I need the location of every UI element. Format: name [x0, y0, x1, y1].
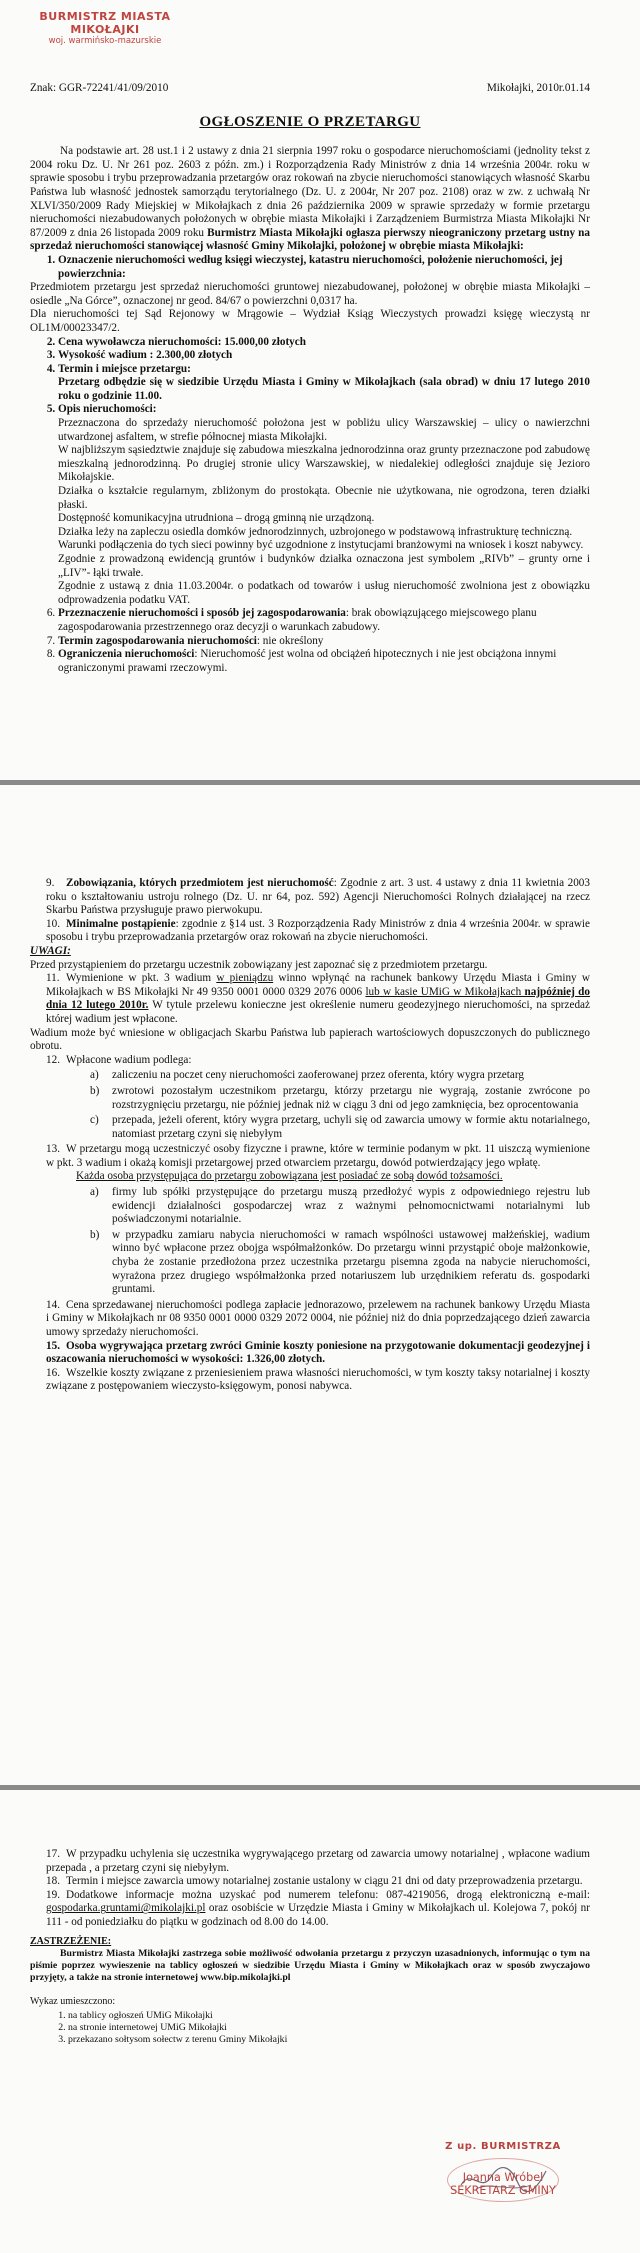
section-8-text: : Nieruchomość jest wolna od obciążeń hipotecznych i nie jest obciążona innymi ograniczonymi prawami rzeczowymi.	[58, 648, 557, 674]
announcement-sections	[30, 254, 590, 281]
section-13-identity-note: Każda osoba przystępująca do przetargu zobowiązana jest posiadać ze sobą dowód tożsamości.	[76, 1170, 503, 1183]
item-label: a)	[90, 1069, 99, 1082]
section-18-number: 18.	[46, 1875, 60, 1888]
section-9	[46, 877, 590, 918]
section-7-text: : nie określony	[256, 634, 324, 647]
section-15-amount: 1.326,00 złotych.	[246, 1353, 326, 1366]
section-9-text: : Zgodnie z art. 3 ust. 4 ustawy z dnia 11 kwietnia 2003 roku o kształtowaniu ustroju rolnego (Dz. U. nr 64, poz. 592) Agencji Nieruchomości Rolnych działającej na rzecz Skarbu Państwa przysługuje prawo pierwokupu.	[46, 877, 590, 917]
section-3-deposit: 3. Wysokość wadium : 2.300,00 złotych	[58, 349, 590, 363]
section-4-heading: 4. Termin i miejsce przetargu:	[58, 363, 590, 377]
section-10-text: : zgodnie z §14 ust. 3 Rozporządzenia Rady Ministrów z dnia 4 września 2004r. w sprawie sposobu i trybu przeprowadzania przetargów oraz rokowań na zbycie nieruchomości.	[46, 917, 590, 944]
section-13-item	[90, 1186, 590, 1227]
section-17-number: 17.	[46, 1848, 60, 1860]
section-12-item	[90, 1069, 590, 1083]
section-10-heading: Minimalne postąpienie	[66, 917, 176, 930]
section-12-number: 12.	[46, 1053, 60, 1066]
remarks-text: Przed przystąpieniem do przetargu uczestnik zobowiązany jest zapoznać się z przedmiotem przetargu.	[30, 958, 488, 971]
signature-stamp	[428, 2140, 578, 2220]
section-13-text: W przetargu mogą uczestniczyć osoby fizyczne i prawne, które w terminie podanym w pkt. 11 uiszczą wymienione w pkt. 3 wadium i okażą komisji przetargowej przed otwarciem przetargu, dowód potwierdzający jego wpłatę.	[46, 1143, 590, 1169]
item-text: zaliczeniu na poczet ceny nieruchomości zaoferowanej przez oferenta, który wygra przetarg	[112, 1069, 524, 1082]
section-13-number: 13.	[46, 1143, 60, 1156]
section-19	[46, 1889, 590, 1930]
item-text: zwrotowi pozostałym uczestnikom przetargu, którzy przetargu nie wygrają, zostanie zwrócone po rozstrzygnięciu przetargu, nie później jednak niż w ciągu 3 dni od jego zamknięcia, bez oprocentowania	[112, 1084, 590, 1111]
document-page-2	[0, 785, 640, 1785]
section-5-line: W najbliższym sąsiedztwie znajduje się zabudowa mieszkalna jednorodzinna oraz grunty przeznaczone pod zabudowę mieszkalną jednorodzinną. Po drugiej stronie ulicy Warszawskiej, w niedalekiej odległości znajduje się Jezioro Mikołajskie.	[58, 444, 590, 484]
contact-email-link[interactable]: gospodarka.gruntami@mikolajki.pl	[46, 1902, 206, 1915]
section-19-text-b: oraz osobiście w Urzędzie Miasta i Gminy w Mikołajkach ul. Kolejowa 7, pokój nr 111 - od poniedziałku do piątku w godzinach od 8.00 do 14.00.	[46, 1902, 590, 1928]
section-18	[46, 1875, 590, 1889]
section-15-text: Osoba wygrywająca przetarg zwróci Gminie koszty poniesione na przygotowanie dokumentacji geodezyjnej i oszacowania nieruchomości w wysokości:	[46, 1339, 590, 1366]
section-11-securities: Wadium może być wniesione w obligacjach Skarbu Państwa lub papierach wartościowych dopuszczonych do publicznego obrotu.	[30, 1026, 590, 1053]
intro-paragraph	[30, 145, 590, 254]
section-11	[46, 972, 590, 1026]
item-text: firmy lub spółki przystępujące do przetargu muszą przedłożyć wypis z odpowiedniego rejestru lub ewidencji działalności gospodarczej wraz z ważnymi pełnomocnictwami notarialnymi lub poświadczonymi notarialnie.	[112, 1186, 590, 1226]
section-8	[58, 648, 590, 675]
section-6-heading: Przeznaczenie nieruchomości i sposób jej zagospodarowania	[58, 607, 346, 620]
section-5-line: Zgodnie z prowadzoną ewidencją gruntów i budynków działka oznaczona jest symbolem „RIVb” – grunty orne i „LIV”- łąki trwałe.	[58, 553, 590, 579]
section-5-line: Dostępność komunikacyjna utrudniona – drogą gminną nie urządzoną.	[58, 512, 375, 525]
section-11-text-f: W tytule przelewu konieczne jest określenie numeru geodezyjnego nieruchomości, na sprzedaż której wadium jest wpłacone.	[46, 999, 590, 1025]
office-header-stamp	[30, 10, 180, 46]
section-19-text-a: Dodatkowe informacje można uzyskać pod numerem telefonu: 087-4219056, drogą elektroniczną e-mail:	[66, 1888, 590, 1901]
section-8-heading: Ograniczenia nieruchomości	[58, 648, 195, 661]
section-19-number: 19.	[46, 1888, 60, 1901]
posting-list-item: 1. na tablicy ogłoszeń UMiG Mikołajki	[68, 2010, 590, 2022]
intro-announcement: Burmistrz Miasta Mikołajki ogłasza pierwszy nieograniczony przetarg ustny na sprzedaż nieruchomości stanowiącej własność Gminy Mikołajki, położonej w obrębie miasta Mikołajki:	[30, 226, 590, 253]
item-label: c)	[90, 1114, 99, 1127]
section-11-text-b: w pieniądzu	[216, 972, 274, 985]
section-5-line: Działka leży na zapleczu osiedla domków jednorodzinnych, uzbrojonego w podstawową infrastrukturę techniczną.	[58, 525, 573, 538]
section-16	[46, 1367, 590, 1394]
posting-list-item: 3. przekazano sołtysom sołectw z terenu Gminy Mikołajki	[68, 2034, 590, 2046]
reservation-heading: ZASTRZEŻENIE:	[30, 1935, 112, 1947]
signature-oval	[447, 2158, 559, 2202]
item-text: w przypadku zamiaru nabycia nieruchomości w ramach wspólności ustawowej małżeńskiej, wadium winno być wpłacone przez obojga współmałżonków. Do przetargu winni przystąpić oboje małżonkowie, chyba że zostanie przedłożona przez uczestnika przetargu pisemna zgoda na nabycie nieruchomości, wyrażona przez drugiego współmałżonka przed notariuszem lub urzędnikiem referatu ds. gospodarki gruntami.	[112, 1228, 590, 1296]
section-11-number: 11.	[46, 972, 60, 985]
item-label: b)	[90, 1084, 100, 1097]
section-12-item	[90, 1114, 590, 1141]
section-1-text-1: Przedmiotem przetargu jest sprzedaż nieruchomości gruntowej niezabudowanej, położonej w obrębie miasta Mikołajki – osiedle „Na Górce”, oznaczonej nr geod. 84/67 o powierzchni 0,0317 ha.	[30, 281, 590, 307]
item-text: przepada, jeżeli oferent, który wygra przetarg, uchyli się od zawarcia umowy w formie aktu notarialnego, natomiast przetarg czyni się niebyłym	[112, 1114, 590, 1140]
section-13-item	[90, 1229, 590, 1297]
stamp-title: BURMISTRZ MIASTA MIKOŁAJKI	[39, 10, 171, 36]
section-14-text: Cena sprzedawanej nieruchomości podlega zapłacie jednorazowo, przelewem na rachunek bankowy Urzędu Miasta i Gminy w Mikołajkach nr 08 9350 0001 0000 0329 2072 0004, nie później niż do dnia poprzedzającego dzień zawarcia umowy sprzedaży nieruchomości.	[46, 1298, 590, 1338]
document-page-3	[0, 1790, 640, 2253]
section-9-number: 9.	[46, 877, 55, 889]
section-17	[46, 1848, 590, 1875]
section-2-starting-price: 2. Cena wywoławcza nieruchomości: 15.000,00 złotych	[58, 336, 590, 350]
section-7	[58, 635, 590, 649]
section-5-line: Zgodnie z ustawą z dnia 11.03.2004r. o podatkach od towarów i usług nieruchomość zwolniona jest z obowiązku odprowadzenia podatku VAT.	[58, 580, 590, 606]
announcement-sections-cont-3	[30, 607, 590, 675]
section-10	[46, 918, 590, 945]
section-1-text-2: Dla nieruchomości tej Sąd Rejonowy w Mrągowie – Wydział Ksiąg Wieczystych prowadzi księgę wieczystą nr OL1M/00023347/2.	[30, 308, 590, 334]
section-5-line: Przeznaczona do sprzedaży nieruchomość położona jest w pobliżu ulicy Warszawskiej – ulicy o nawierzchni utwardzonej asfaltem, w strefie północnej miasta Mikołajki.	[58, 417, 590, 443]
stamp-subtitle: woj. warmińsko-mazurskie	[48, 36, 162, 46]
posting-list	[30, 1996, 590, 2046]
item-label: b)	[90, 1228, 100, 1241]
signature-stamp-title: Z up. BURMISTRZA	[445, 2141, 561, 2152]
section-18-text: Termin i miejsce zawarcia umowy notarialnej zostanie ustalony w ciągu 21 dni od daty przeprowadzenia przetargu.	[66, 1875, 583, 1888]
reference-number: Znak: GGR-72241/41/09/2010	[30, 82, 169, 94]
section-16-number: 16.	[46, 1366, 60, 1379]
section-12-list	[90, 1069, 590, 1141]
section-6	[58, 607, 590, 634]
signature-stamp-text	[448, 2171, 558, 2198]
announcement-sections-cont	[30, 336, 590, 377]
announcement-sections-cont-2	[30, 403, 590, 417]
document-title: OGŁOSZENIE O PRZETARGU	[199, 113, 421, 130]
place-date: Mikołajki, 2010r.01.14	[486, 82, 590, 94]
section-1-heading: 1. Oznaczenie nieruchomości według księgi wieczystej, katastru nieruchomości, położenie nieruchomości, jej powierzchnia:	[58, 254, 590, 281]
posting-list-items	[30, 2010, 590, 2046]
section-14-number: 14.	[46, 1298, 60, 1311]
signature-name: Joanna Wróbel	[462, 2170, 544, 2184]
section-5-line: Warunki podłączenia do tych sieci powinny być uzgodnione z instytucjami branżowymi na wniosek i koszt nabywcy.	[58, 539, 584, 552]
item-label: a)	[90, 1186, 99, 1199]
section-11-text-a: Wymienione w pkt. 3 wadium	[66, 972, 217, 985]
intro-legal-basis: Na podstawie art. 28 ust.1 i 2 ustawy z dnia 21 sierpnia 1997 roku o gospodarce nieruchomościami (jednolity tekst z 2004 roku Dz. U. Nr 261 poz. 2603 z późn. zm.) i Rozporządzenia Rady Ministrów z dnia 14 września 2004r. roku w sprawie sposobu i trybu przeprowadzania przetargów oraz rokowań na zbycie nieruchomości stanowiących własność Skarbu Państwa lub własność jednostek samorządu terytorialnego (Dz. U. z 2004r, Nr 207 poz. 2108) oraz w zw. z uchwałą Nr XLVI/350/2009 Rady Miejskiej w Mikołajkach z dnia 26 października 2009 w sprawie sprzedaży w formie przetargu nieruchomości niezabudowanych położonych w obrębie miasta Mikołajki i Zarządzeniem Burmistrza Miasta Mikołajki Nr 87/2009 z dnia 26 listopada 2009 roku	[30, 145, 590, 239]
section-4-text: Przetarg odbędzie się w siedzibie Urzędu Miasta i Gminy w Mikołajkach (sala obrad) w dniu 17 lutego 2010 roku o godzinie 11.00.	[58, 376, 590, 402]
section-11-text-c: winno wpłynąć na rachunek bankowy Urzędu Miasta i Gminy w Mikołajkach w BS Mikołajki Nr 49 9350 0001 0000 0329 2076 0006	[46, 972, 590, 998]
section-6-text: : brak obowiązującego miejscowego planu zagospodarowania przestrzennego oraz decyzji o warunkach zabudowy.	[58, 607, 537, 633]
section-5-heading: 5. Opis nieruchomości:	[58, 403, 590, 417]
section-15-number: 15.	[46, 1339, 60, 1352]
section-11-text-d: lub w kasie UMiG w Mikołajkach	[365, 985, 525, 998]
section-12-heading: Wpłacone wadium podlega:	[66, 1053, 192, 1066]
section-16-text: Wszelkie koszty związane z przeniesieniem prawa własności nieruchomości, w tym koszty taksy notarialnej i koszty związane z postępowaniem wieczysto-księgowym, ponosi nabywca.	[46, 1366, 590, 1393]
section-13	[46, 1143, 590, 1170]
section-12	[46, 1054, 590, 1068]
section-5-line: Działka o kształcie regularnym, zbliżonym do prostokąta. Obecnie nie użytkowana, nie ogrodzona, teren działki płaski.	[58, 485, 590, 511]
section-7-heading: Termin zagospodarowania nieruchomości	[58, 634, 257, 647]
section-12-item	[90, 1085, 590, 1112]
section-11-deadline: najpóźniej do dnia 12 lutego 2010r.	[46, 985, 590, 1012]
remarks-heading: UWAGI:	[30, 944, 71, 957]
posting-list-item: 2. na stronie internetowej UMiG Mikołajki	[68, 2022, 590, 2034]
posting-list-heading: Wykaz umieszczono:	[30, 1995, 116, 2007]
section-14	[46, 1299, 590, 1340]
section-10-number: 10.	[46, 917, 60, 930]
section-15	[46, 1340, 590, 1367]
section-13-list	[90, 1186, 590, 1297]
section-17-text: W przypadku uchylenia się uczestnika wygrywającego przetarg od zawarcia umowy notarialnej , wpłacone wadium przepada , a przetarg czyni się niebyłym.	[46, 1848, 590, 1874]
reservation-text: Burmistrz Miasta Mikołajki zastrzega sobie możliwość odwołania przetargu z przyczyn uzasadnionych, informując o tym na piśmie poprzez wywieszenie na tablicy ogłoszeń w siedzibie Urzędu Miasta i Gminy w Mikołajkach oraz w sposób zwyczajowo przyjęty, a także na stronie internetowej www.bip.mikolajki.pl	[30, 1947, 590, 1983]
document-page-1	[0, 0, 640, 780]
signature-role: SEKRETARZ GMINY	[450, 2184, 556, 2198]
section-9-heading: Zobowiązania, których przedmiotem jest nieruchomość	[66, 877, 334, 889]
reference-line	[30, 82, 590, 96]
